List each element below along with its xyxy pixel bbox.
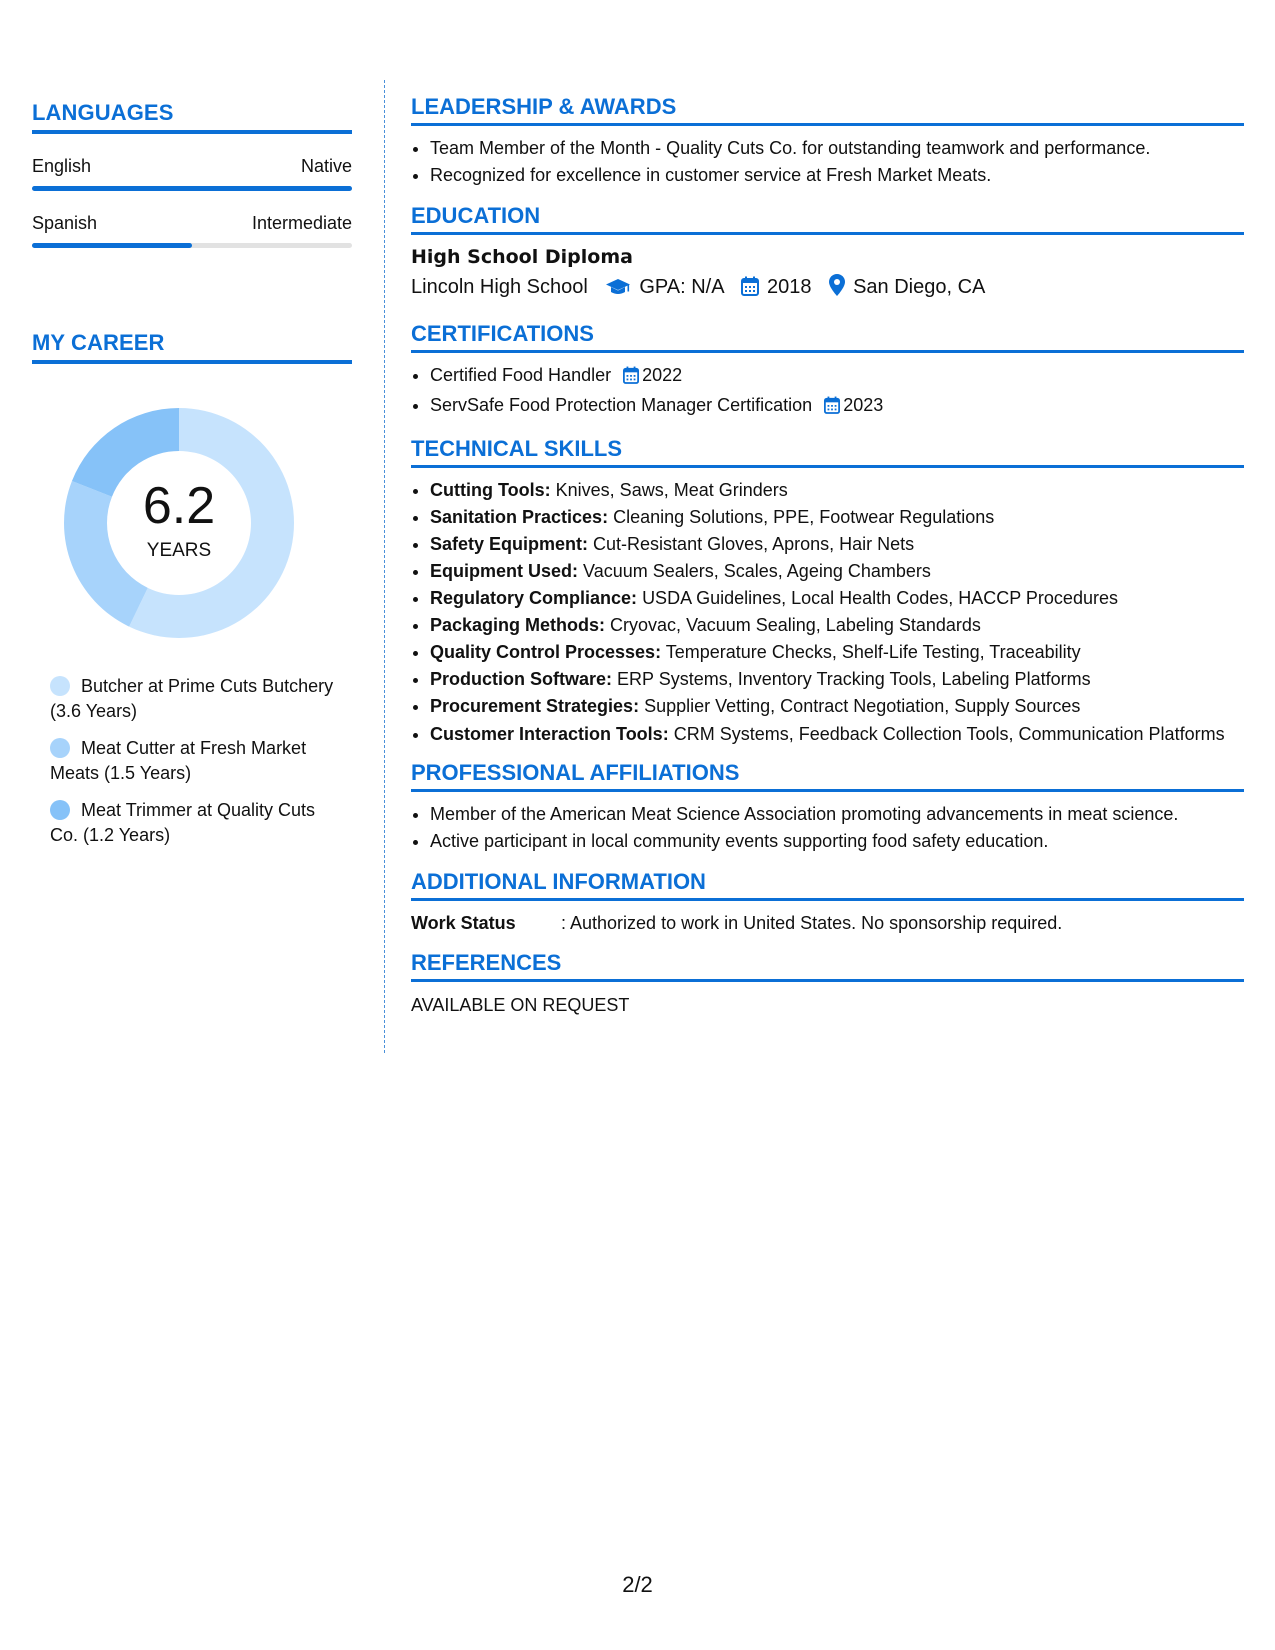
affiliation-item: • Member of the American Meat Science Association promoting advancements in meat science. [430,801,1244,828]
skill-category: Procurement Strategies: [430,696,640,716]
language-item [32,213,352,248]
certification-item [430,392,1244,422]
page-number: 2/2 [622,1572,653,1597]
skill-category: Cutting Tools: [430,480,551,500]
references-text: AVAILABLE ON REQUEST [411,995,630,1015]
skill-item [430,722,1244,746]
language-level: Native [300,156,352,176]
language-proficiency-bar [32,186,352,191]
skill-values: Cryovac, Vacuum Sealing, Labeling Standards [610,615,981,635]
career-heading: MY CAREER [32,330,352,364]
leadership-heading: LEADERSHIP & AWARDS [411,94,1244,126]
work-status-value: : Authorized to work in United States. No sponsorship required. [561,913,1063,933]
skill-item [430,504,1244,531]
education-gpa: GPA: N/A [639,276,724,298]
career-legend-item [50,674,340,724]
skill-item [430,585,1244,612]
calendar-icon [824,395,840,422]
legend-dot [50,676,70,696]
education-details [411,270,1244,307]
career-total-unit: YEARS [146,540,212,561]
work-status-row [411,910,1244,936]
career-donut-chart [64,408,294,638]
career-legend-item [50,798,340,848]
skill-values: Cut-Resistant Gloves, Aprons, Hair Nets [593,534,915,554]
certification-year: 2022 [642,365,683,385]
legend-label: Butcher at Prime Cuts Butchery (3.6 Years) [50,676,334,721]
skill-item [430,531,1244,558]
language-item [32,156,352,191]
language-proficiency-fill [32,186,352,191]
legend-dot [50,738,70,758]
right-column [411,94,1244,1033]
skill-category: Equipment Used: [430,561,579,581]
leadership-section [411,94,1244,189]
certification-item [430,362,1244,392]
education-school: Lincoln High School [411,276,588,298]
references-section [411,950,1244,1019]
career-section [32,330,352,848]
affiliations-heading: PROFESSIONAL AFFILIATIONS [411,760,1244,792]
skills-heading: TECHNICAL SKILLS [411,436,1244,468]
certifications-heading: CERTIFICATIONS [411,321,1244,353]
skill-values: Supplier Vetting, Contract Negotiation, Supply Sources [644,696,1081,716]
career-total-years: 6.2 [142,477,216,535]
legend-label: Meat Cutter at Fresh Market Meats (1.5 Years) [50,738,307,783]
language-name: Spanish [32,213,98,233]
languages-heading: LANGUAGES [32,100,352,134]
education-degree: High School Diploma [411,246,633,268]
language-name: English [32,156,92,176]
skill-category: Quality Control Processes: [430,642,662,662]
references-heading: REFERENCES [411,950,1244,982]
skill-category: Regulatory Compliance: [430,588,638,608]
language-proficiency-bar [32,243,352,248]
education-location: San Diego, CA [853,276,986,298]
certification-name: ServSafe Food Protection Manager Certification [430,395,813,415]
legend-dot [50,800,70,820]
skill-values: Knives, Saws, Meat Grinders [555,480,788,500]
calendar-icon [623,365,639,392]
skill-category: Packaging Methods: [430,615,606,635]
column-divider [384,80,385,1053]
languages-section [32,100,352,248]
skill-item [430,612,1244,639]
skill-category: Sanitation Practices: [430,507,609,527]
legend-label: Meat Trimmer at Quality Cuts Co. (1.2 Years) [50,800,316,845]
certification-name: Certified Food Handler [430,365,612,385]
leadership-item: • Team Member of the Month - Quality Cuts Co. for outstanding teamwork and performance. [430,135,1244,162]
language-level: Intermediate [251,213,352,233]
calendar-icon [741,273,759,307]
skill-item [430,693,1244,720]
skill-item [430,477,1244,504]
work-status-label: Work Status [411,913,516,933]
skill-item [430,666,1244,693]
left-column [32,100,352,860]
skills-section [411,436,1244,746]
language-proficiency-fill [32,243,192,248]
graduation-cap-icon [605,273,631,307]
certifications-section [411,321,1244,422]
skill-values: CRM Systems, Feedback Collection Tools, Communication Platforms [673,724,1225,744]
skill-category: Customer Interaction Tools: [430,724,669,744]
skill-values: Vacuum Sealers, Scales, Ageing Chambers [583,561,931,581]
skill-values: ERP Systems, Inventory Tracking Tools, Labeling Platforms [617,669,1091,689]
education-heading: EDUCATION [411,203,1244,235]
leadership-item: • Recognized for excellence in customer service at Fresh Market Meats. [430,162,1244,189]
skill-values: Cleaning Solutions, PPE, Footwear Regulations [613,507,995,527]
skill-values: Temperature Checks, Shelf-Life Testing, Traceability [665,642,1081,662]
affiliations-section [411,760,1244,855]
skill-item [430,558,1244,585]
certification-year: 2023 [843,395,884,415]
skill-values: USDA Guidelines, Local Health Codes, HACCP Procedures [642,588,1118,608]
skill-item [430,639,1244,666]
additional-info-section [411,869,1244,936]
skill-category: Production Software: [430,669,613,689]
location-pin-icon [829,273,845,307]
additional-info-heading: ADDITIONAL INFORMATION [411,869,1244,901]
career-legend [50,674,352,848]
career-legend-item [50,736,340,786]
education-year: 2018 [767,276,812,298]
skill-category: Safety Equipment: [430,534,589,554]
affiliation-item: • Active participant in local community events supporting food safety education. [430,828,1244,855]
education-section [411,203,1244,307]
